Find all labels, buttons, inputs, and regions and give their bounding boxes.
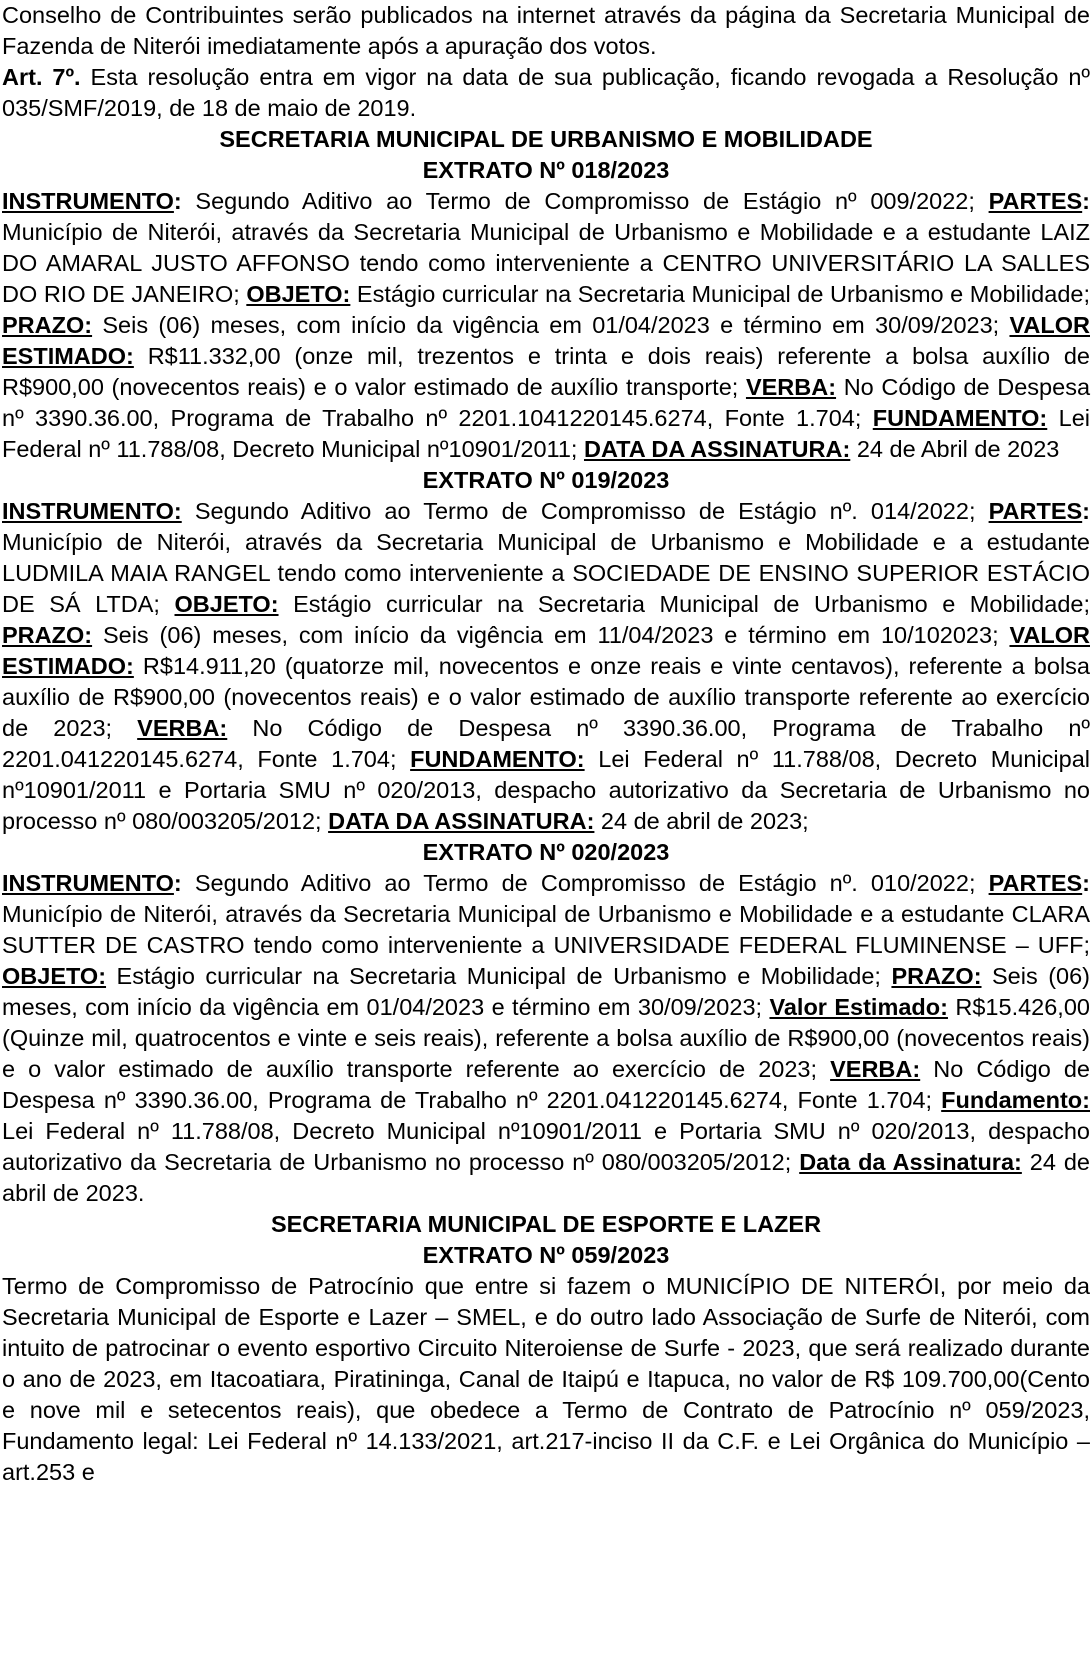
valor-estimado-label: VALOR ESTIMADO: (2, 622, 1090, 679)
instrumento-label: INSTRUMENTO (2, 870, 174, 896)
objeto-label: OBJETO: (2, 963, 107, 989)
fundamento-label: FUNDAMENTO: (872, 405, 1048, 431)
data-assinatura-label: DATA DA ASSINATURA: (328, 808, 595, 834)
objeto-text: Estágio curricular na Secretaria Municipal de Urbanismo e Mobilidade; (278, 591, 1090, 617)
extrato-059-body (2, 1271, 1090, 1488)
smel-section-title: SECRETARIA MUNICIPAL DE ESPORTE E LAZER (270, 1211, 822, 1237)
fundamento-text: Lei Federal nº 11.788/08, Decreto Municipal nº10901/2011 e Portaria SMU nº 020/2013, despacho autorizativo da Secretaria de Urbanismo no processo nº 080/003205/2012; (2, 746, 1090, 834)
partes-colon: : (1082, 498, 1090, 524)
partes-text: Município de Niterói, através da Secretaria Municipal de Urbanismo e Mobilidade e a estudante CLARA SUTTER DE CASTRO tendo como interveniente a UNIVERSIDADE FEDERAL FLUMINENSE – UFF; (2, 901, 1090, 958)
verba-text: No Código de Despesa nº 3390.36.00, Programa de Trabalho nº 2201.041220145.6274, Fonte 1.704; (2, 715, 1090, 772)
valor-estimado-label: VALOR ESTIMADO: (2, 312, 1090, 369)
extrato-059-heading: EXTRATO Nº 059/2023 (422, 1242, 670, 1268)
prazo-label: PRAZO: (2, 312, 93, 338)
prazo-text: Seis (06) meses, com início da vigência em 01/04/2023 e término em 30/09/2023; (92, 312, 1010, 338)
partes-colon: : (1082, 188, 1090, 214)
data-assinatura-text: 24 de abril de 2023; (594, 808, 809, 834)
art7-text: Esta resolução entra em vigor na data de sua publicação, ficando revogada a Resolução nº 035/SMF/2019, de 18 de maio de 2019. (2, 64, 1090, 121)
extrato-059-text: Termo de Compromisso de Patrocínio que entre si fazem o MUNICÍPIO DE NITERÓI, por meio da Secretaria Municipal de Esporte e Lazer – SMEL, e do outro lado Associação de Surfe de Niterói, com intuito de patrocinar o evento esportivo Circuito Niteroiense de Surfe - 2023, que será realizado durante o ano de 2023, em Itacoatiara, Piratininga, Canal de Itaipú e Itapuca, no valor de R$ 109.700,00(Cento e nove mil e setecentos reais), que obedece a Termo de Contrato de Patrocínio nº 059/2023, Fundamento legal: Lei Federal nº 14.133/2021, art.217-inciso II da C.F. e Lei Orgânica do Município – art.253 e (2, 1273, 1090, 1485)
objeto-text: Estágio curricular na Secretaria Municipal de Urbanismo e Mobilidade; (350, 281, 1090, 307)
verba-label: VERBA: (745, 374, 837, 400)
valor-estimado-text: R$14.911,20 (quatorze mil, novecentos e onze reais e vinte centavos), referente a bolsa auxílio de R$900,00 (novecentos reais) e o valor estimado de auxílio transporte referente ao exercício de 2023; (2, 653, 1090, 741)
instrumento-text: Segundo Aditivo ao Termo de Compromisso de Estágio nº. 010/2022; (181, 870, 989, 896)
extrato-019-heading: EXTRATO Nº 019/2023 (422, 467, 670, 493)
instrumento-text: Segundo Aditivo ao Termo de Compromisso de Estágio nº 009/2022; (181, 188, 989, 214)
fundamento-label: Fundamento: (941, 1087, 1090, 1113)
verba-label: VERBA: (137, 715, 228, 741)
fundamento-text: Lei Federal nº 11.788/08, Decreto Municipal nº10901/2011 e Portaria SMU nº 020/2013, despacho autorizativo da Secretaria de Urbanismo no processo nº 080/003205/2012; (2, 1118, 1090, 1175)
verba-text: No Código de Despesa nº 3390.36.00, Programa de Trabalho nº 2201.041220145.6274, Fonte 1.704; (2, 1056, 1090, 1113)
intro-paragraph (2, 0, 1090, 62)
data-assinatura-text: 24 de abril de 2023. (2, 1149, 1090, 1206)
partes-text: Município de Niterói, através da Secretaria Municipal de Urbanismo e Mobilidade e a estudante LAIZ DO AMARAL JUSTO AFFONSO tendo como interveniente a CENTRO UNIVERSITÁRIO LA SALLES DO RIO DE JANEIRO; (2, 219, 1090, 307)
instrumento-label: INSTRUMENTO (2, 188, 174, 214)
objeto-label: OBJETO: (174, 591, 279, 617)
extrato-019-body (2, 496, 1090, 837)
fundamento-text: Lei Federal nº 11.788/08, Decreto Municipal nº10901/2011; (2, 405, 1090, 462)
instrumento-colon: : (173, 188, 182, 214)
extrato-020-body (2, 868, 1090, 1209)
prazo-text: Seis (06) meses, com início da vigência em 01/04/2023 e término em 30/09/2023; (2, 963, 1090, 1020)
extrato-018-heading: EXTRATO Nº 018/2023 (422, 157, 670, 183)
partes-label: PARTES (988, 870, 1083, 896)
prazo-text: Seis (06) meses, com início da vigência em 11/04/2023 e término em 10/102023; (92, 622, 1010, 648)
fundamento-label: FUNDAMENTO: (410, 746, 585, 772)
prazo-label: PRAZO: (2, 622, 93, 648)
extrato-018-body (2, 186, 1090, 465)
extrato-020-heading: EXTRATO Nº 020/2023 (422, 839, 670, 865)
partes-label: PARTES (988, 188, 1083, 214)
intro-continuation: Conselho de Contribuintes serão publicados na internet através da página da Secretaria Municipal de Fazenda de Niterói imediatamente após a apuração dos votos. (2, 2, 1090, 59)
partes-text: Município de Niterói, através da Secretaria Municipal de Urbanismo e Mobilidade e a estudante LUDMILA MAIA RANGEL tendo como interveniente a SOCIEDADE DE ENSINO SUPERIOR ESTÁCIO DE SÁ LTDA; (2, 529, 1090, 617)
instrumento-text: Segundo Aditivo ao Termo de Compromisso de Estágio nº. 014/2022; (181, 498, 989, 524)
verba-label: VERBA: (830, 1056, 921, 1082)
objeto-label: OBJETO: (246, 281, 351, 307)
art7-paragraph (2, 62, 1090, 124)
instrumento-label: INSTRUMENTO: (2, 498, 182, 524)
verba-text: No Código de Despesa nº 3390.36.00, Programa de Trabalho nº 2201.1041220145.6274, Fonte 1.704; (2, 374, 1091, 431)
data-assinatura-text: 24 de Abril de 2023 (850, 436, 1060, 462)
instrumento-colon: : (173, 870, 182, 896)
valor-estimado-text: R$15.426,00 (Quinze mil, quatrocentos e vinte e seis reais), referente a bolsa auxílio de R$900,00 (novecentos reais) e o valor estimado de auxílio transporte referente ao exercício de 2023; (2, 994, 1090, 1082)
partes-label: PARTES (988, 498, 1083, 524)
valor-estimado-text: R$11.332,00 (onze mil, trezentos e trinta e dois reais) referente a bolsa auxílio de R$900,00 (novecentos reais) e o valor estimado de auxílio transporte; (2, 343, 1090, 400)
art7-label: Art. 7º. (2, 64, 81, 90)
smu-section-title: SECRETARIA MUNICIPAL DE URBANISMO E MOBILIDADE (219, 126, 873, 152)
data-assinatura-label: DATA DA ASSINATURA: (583, 436, 851, 462)
prazo-label: PRAZO: (891, 963, 982, 989)
data-assinatura-label: Data da Assinatura: (799, 1149, 1022, 1175)
partes-colon: : (1082, 870, 1090, 896)
objeto-text: Estágio curricular na Secretaria Municipal de Urbanismo e Mobilidade; (106, 963, 892, 989)
valor-estimado-label: Valor Estimado: (769, 994, 948, 1020)
